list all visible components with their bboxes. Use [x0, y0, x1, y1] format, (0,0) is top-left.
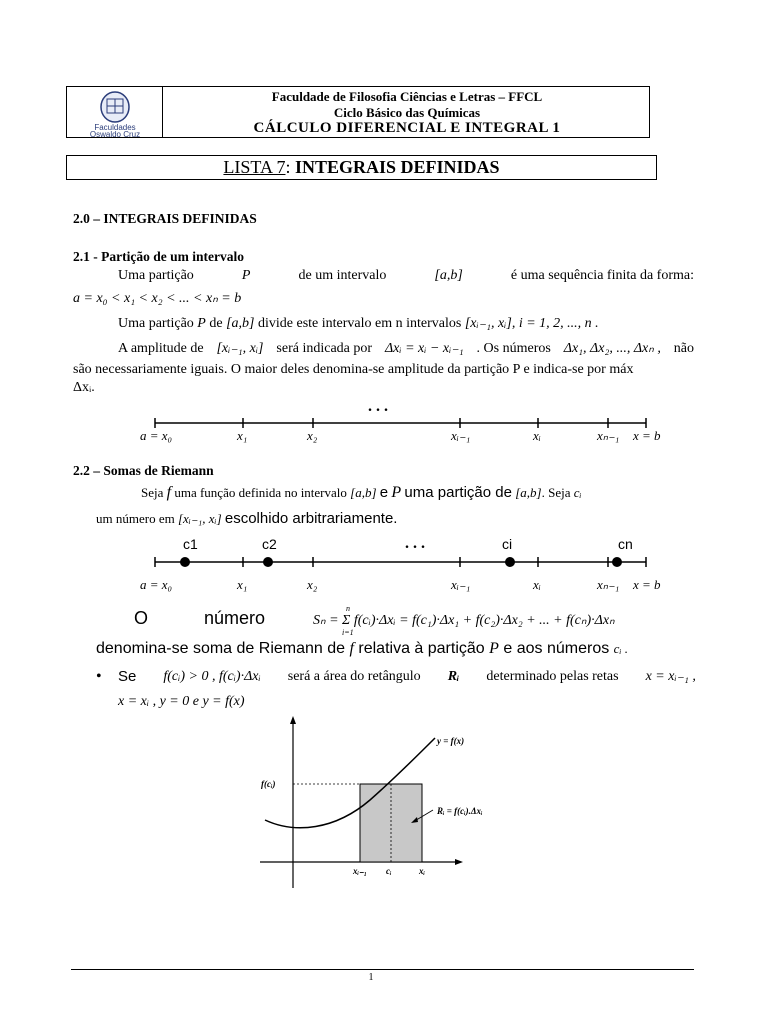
number-line-1 [150, 415, 650, 431]
label-x2: x₂ [307, 428, 318, 443]
logo-text-2: Oswaldo Cruz [89, 130, 141, 139]
y-axis-arrow-icon [290, 716, 296, 724]
text: será a área do retângulo [287, 669, 421, 684]
text: escolhido arbitrariamente. [224, 510, 398, 527]
label-xi-1: xᵢ₋₁ [451, 428, 471, 443]
text: de [209, 316, 223, 331]
riemann-rectangle-figure [255, 712, 525, 892]
bullet-icon: • [96, 668, 102, 685]
var-ci: cᵢ [573, 485, 582, 500]
subinterval: [xᵢ₋₁, xᵢ] [464, 316, 512, 331]
text: não [673, 341, 694, 356]
point-c1 [180, 557, 190, 567]
rectangle-name: Rᵢ [447, 669, 460, 684]
var-f: f [349, 640, 354, 657]
text: Uma partição [118, 268, 194, 283]
text: Uma partição [118, 316, 194, 331]
paragraph-partition-1 [118, 267, 694, 285]
x-axis-arrow-icon [455, 859, 463, 865]
label-xi: xᵢ [533, 428, 541, 443]
text: . Seja [541, 485, 571, 500]
text: uma partição de [404, 484, 512, 501]
text: Se [118, 668, 137, 685]
var-f: f [166, 484, 172, 501]
text: relativa à partição [358, 640, 485, 657]
label-a-x0-2: a = x₀ [140, 577, 173, 592]
text: e aos números [503, 640, 610, 657]
bullet-text-2: x = xᵢ , y = 0 e y = f(x) [118, 694, 245, 709]
sum-top: n [346, 604, 350, 613]
deltas-list: Δx₁, Δx₂, ..., Δxₙ , [563, 341, 661, 356]
line-x: x = xᵢ₋₁ , [645, 669, 696, 684]
section-heading-2-0: 2.0 – INTEGRAIS DEFINIDAS [73, 211, 257, 226]
text: determinado pelas retas [486, 669, 619, 684]
page-title [66, 155, 657, 180]
interval-ab: [a,b] [515, 485, 542, 500]
header-box [66, 86, 650, 138]
logo [67, 87, 163, 137]
section-heading-2-1: 2.1 - Partição de um intervalo [73, 249, 244, 264]
label-xi-2: xᵢ [533, 577, 541, 592]
text: uma função definida no intervalo [174, 485, 347, 500]
logo-text-1: Faculdades [94, 123, 136, 132]
label-c1: c1 [183, 536, 198, 552]
label-x1-2: x₁ [237, 577, 248, 592]
label-ci: ci [502, 536, 513, 552]
label-xi-1-2: xᵢ₋₁ [451, 577, 471, 592]
subinterval: [xᵢ₋₁, xᵢ] [177, 511, 222, 526]
curve-label: y = f(x) [437, 736, 465, 746]
footer-rule [71, 969, 694, 970]
point-cn [612, 557, 622, 567]
paragraph-riemann-2 [96, 510, 397, 528]
var-P: P [489, 640, 499, 657]
label-xn-1-2: xₙ₋₁ [597, 577, 620, 592]
fci-label: f(cᵢ) [261, 779, 276, 789]
xi-1-label: xᵢ₋₁ [353, 866, 367, 876]
point-ci [505, 557, 515, 567]
xi-label: xᵢ [419, 866, 426, 876]
title-name: INTEGRAIS DEFINIDAS [295, 157, 500, 177]
university-seal-icon [67, 87, 163, 123]
title-colon: : [285, 157, 295, 177]
interval-ab: [a,b] [434, 268, 463, 283]
text: e [379, 484, 389, 501]
point-c2 [263, 557, 273, 567]
bullet-text [118, 668, 696, 686]
label-a-x0: a = x₀ [140, 428, 173, 443]
word-numero: número [204, 608, 266, 628]
text: é uma sequência finita da forma: [510, 268, 694, 283]
label-cn: cn [618, 536, 633, 552]
paragraph-partition-2 [118, 315, 599, 333]
ci-label: cᵢ [386, 866, 392, 876]
subject-name: CÁLCULO DIFERENCIAL E INTEGRAL 1 [253, 120, 561, 136]
var-P: P [197, 316, 206, 331]
title-prefix: LISTA 7 [223, 157, 286, 177]
text: A amplitude de [118, 341, 204, 356]
label-x-b-2: x = b [633, 577, 661, 592]
paragraph-amplitude-2: são necessariamente iguais. O maior deles denomina-se amplitude da partição P e indica-se por máx [73, 362, 634, 377]
course-name: Ciclo Básico das Químicas [333, 105, 481, 120]
var-P: P [391, 484, 402, 501]
page-number: 1 [368, 972, 374, 983]
label-c2: c2 [262, 536, 277, 552]
section-heading-2-2: 2.2 – Somas de Riemann [73, 463, 214, 478]
paragraph-riemann-3 [96, 640, 628, 658]
sum-bottom: i=1 [342, 628, 354, 637]
var-ci: cᵢ . [613, 641, 628, 656]
text: divide este intervalo em n intervalos [257, 316, 462, 331]
rectangle-ri [360, 784, 422, 862]
text: um número em [96, 511, 175, 526]
var-P: P [241, 268, 251, 283]
index-range: , i = 1, 2, ..., n . [511, 316, 599, 331]
word-o: O [134, 608, 149, 628]
label-xn-1: xₙ₋₁ [597, 428, 620, 443]
partition-formula: a = x₀ < x₁ < x₂ < ... < xₙ = b [73, 291, 242, 306]
interval-ab: [a,b] [350, 485, 377, 500]
text: Seja [141, 485, 164, 500]
text: . Os números [476, 341, 551, 356]
ellipsis: . . . [368, 398, 388, 415]
riemann-sum-formula: Sₙ = Σ f(cᵢ)·Δxᵢ = f(c₁)·Δx₁ + f(c₂)·Δx₂ + ... + f(cₙ)·Δxₙ [313, 613, 615, 628]
text: será indicada por [276, 341, 373, 356]
number-line-2 [150, 554, 650, 570]
label-x2-2: x₂ [307, 577, 318, 592]
paragraph-amplitude-3: Δxᵢ. [73, 380, 95, 395]
delta-definition: Δxᵢ = xᵢ − xᵢ₋₁ [384, 341, 464, 356]
text: de um intervalo [298, 268, 387, 283]
paragraph-riemann-1 [141, 484, 582, 502]
faculty-name: Faculdade de Filosofia Ciências e Letras – FFCL [271, 89, 543, 104]
label-x1: x₁ [237, 428, 248, 443]
label-x-b: x = b [633, 428, 661, 443]
ellipsis-2: . . . [405, 535, 425, 552]
rect-label: Rᵢ = f(cᵢ).Δxᵢ [437, 806, 483, 816]
interval-ab: [a,b] [226, 316, 255, 331]
condition: f(cᵢ) > 0 , f(cᵢ)·Δxᵢ [163, 669, 261, 684]
text: denomina-se soma de Riemann de [96, 640, 346, 657]
paragraph-amplitude [118, 340, 694, 358]
subinterval: [xᵢ₋₁, xᵢ] [216, 341, 264, 356]
